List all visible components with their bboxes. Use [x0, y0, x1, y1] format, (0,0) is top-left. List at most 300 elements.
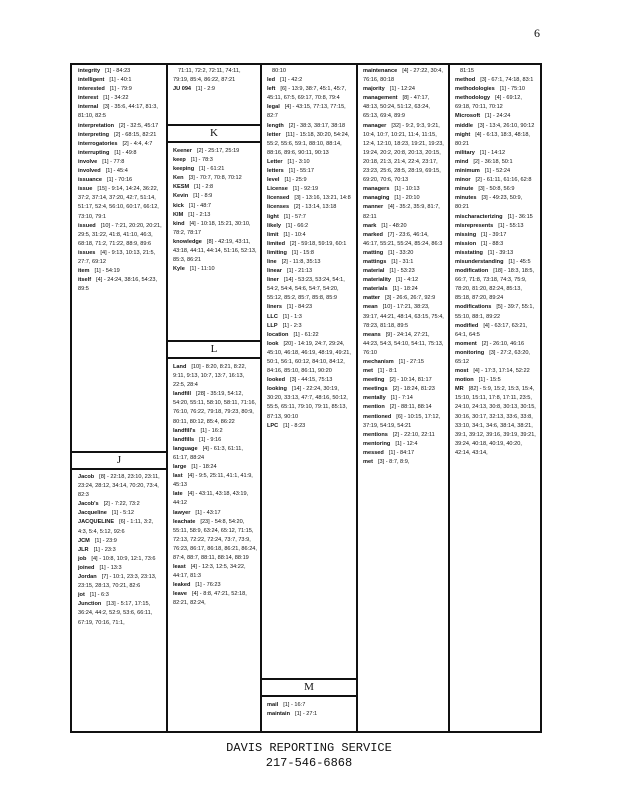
index-block [449, 65, 540, 731]
page-line-references: - 77:8 [110, 158, 125, 165]
page-line-references: - 9:14, 14:24, 36:22, 37:2, 37:14, 37:20, 42:7, 51:14, 51:17, 52:4, 56:10, 60:17, 66:12, 73:10, 79:1 [78, 186, 159, 220]
page-line-references: - 54:19 [102, 268, 120, 275]
index-entry [455, 85, 536, 94]
occurrence-count: [1] [105, 68, 112, 74]
index-entry [267, 701, 353, 710]
index-entry [455, 149, 536, 158]
occurrence-count: [1] [106, 177, 114, 184]
page-line-references: - 10:14, 81:17 [397, 377, 432, 384]
index-term: minute [455, 186, 474, 193]
occurrence-count: [1] [286, 304, 294, 311]
page-line-references: - 53:23, 53:24, 54:1, 54:2, 54:4, 54:6, 54:7, 54:20, 55:12, 85:2, 85:7, 85:8, 85:9 [267, 277, 345, 302]
index-entry [78, 149, 162, 158]
index-term: misunderstanding [455, 258, 504, 265]
index-entry [363, 67, 445, 85]
occurrence-count: [1] [200, 427, 207, 434]
occurrence-count: [1] [89, 592, 97, 599]
index-entry [267, 131, 353, 158]
index-term: mentally [363, 395, 386, 402]
index-entry [173, 183, 257, 192]
index-term: misstating [455, 249, 483, 256]
occurrence-count: [1] [479, 149, 487, 156]
occurrence-count: [4] [495, 95, 502, 102]
occurrence-count: [15] [97, 186, 107, 193]
index-term: Land [173, 364, 187, 370]
page-line-references: - 12:3, 12:5, 34:22, 44:17, 81:3 [173, 564, 246, 580]
index-entry [455, 322, 536, 340]
index-term: minutes [455, 195, 477, 202]
occurrence-count: [1] [188, 211, 195, 218]
index-term: JLR [78, 546, 89, 553]
index-term: meeting [363, 377, 385, 384]
page-line-references: - 4:12 [403, 277, 419, 284]
index-entry [455, 76, 536, 85]
index-entry [267, 313, 353, 322]
index-entry [455, 303, 536, 321]
occurrence-count: [1] [389, 268, 396, 275]
index-term: Kyle [173, 266, 185, 273]
index-entry [267, 194, 353, 203]
index-term: last [173, 473, 183, 480]
occurrence-count: [2] [103, 501, 110, 508]
index-term: means [363, 331, 381, 338]
page-line-references: - 35:6, 44:17, 81:3, 81:10, 82:5 [78, 104, 158, 120]
index-entry [173, 192, 257, 201]
occurrence-count: [28] [196, 391, 206, 398]
index-term: interested [78, 86, 105, 93]
index-entry [267, 222, 353, 231]
index-term: methodologies [455, 86, 495, 93]
occurrence-count: [13] [106, 601, 116, 608]
index-entry [363, 431, 445, 440]
index-term: intelligent [78, 77, 105, 84]
occurrence-count: [1] [94, 537, 102, 544]
index-term: mentoring [363, 440, 391, 447]
occurrence-count: [1] [484, 168, 492, 175]
index-entry [267, 185, 353, 194]
index-entry [267, 203, 353, 212]
index-entry [455, 222, 536, 231]
occurrence-count: [1] [507, 213, 514, 220]
index-entry [78, 509, 162, 518]
index-entry [363, 122, 445, 186]
index-entry [363, 294, 445, 303]
occurrence-count: [1] [282, 322, 289, 329]
occurrence-count: [4] [100, 249, 107, 256]
index-term: MR [455, 386, 464, 393]
page-line-references: - 13:14, 13:18 [301, 204, 337, 211]
page-line-references: - 12:4 [403, 440, 418, 447]
page-line-references: - 8:20, 8:21, 8:22, 9:11, 9:13, 10:7, 13:7, 16:13, 22:5, 28:4 [173, 364, 247, 389]
index-frame [70, 63, 542, 733]
page-line-references: - 16:7 [291, 702, 306, 708]
index-entry [267, 76, 353, 85]
page-line-references: - 10:4 [291, 231, 306, 238]
index-term: maintain [267, 711, 291, 718]
index-entry [363, 285, 445, 294]
occurrence-count: [1] [291, 249, 299, 256]
page-line-references: - 23:6, 46:14, 46:17, 55:21, 55:24, 85:24, 86:3 [363, 231, 443, 247]
index-term: Microsoft [455, 113, 481, 120]
index-entry [363, 203, 445, 221]
index-entry [78, 555, 162, 564]
index-entry [455, 176, 536, 185]
occurrence-count: [1] [99, 564, 106, 571]
index-entry [363, 303, 445, 330]
index-term: messed [363, 449, 384, 456]
index-entry [363, 385, 445, 394]
occurrence-count: [3] [489, 349, 496, 356]
occurrence-count: [1] [195, 582, 202, 589]
index-term: matter [363, 295, 381, 302]
index-term: might [455, 131, 471, 138]
index-term: issue [78, 186, 93, 193]
index-term: interrogatories [78, 140, 118, 147]
index-block [167, 65, 261, 124]
section-header-m: M [261, 678, 357, 697]
page-line-references: - 50:8, 56:9 [486, 186, 515, 193]
index-entry [267, 385, 353, 421]
page-line-references: - 6:13, 18:3, 48:18, 80:21 [455, 131, 530, 147]
index-entry [78, 518, 162, 536]
index-term: legal [267, 104, 280, 111]
index-term: Letter [267, 158, 283, 165]
index-term: language [173, 445, 198, 452]
page-line-references: - 48:20 [389, 222, 407, 229]
index-term: interpretation [78, 122, 115, 129]
index-term: least [173, 564, 186, 571]
index-term: mischaracterizing [455, 213, 503, 220]
occurrence-count: [1] [102, 158, 109, 165]
occurrence-count: [1] [478, 377, 485, 384]
index-term: modification [455, 268, 489, 275]
index-term: modifications [455, 304, 492, 311]
index-term: mind [455, 158, 469, 165]
index-term: letter [267, 131, 281, 138]
page-line-references: - 55:13 [506, 222, 524, 229]
page-line-references: - 13:16, 13:21, 14:8 [302, 195, 351, 202]
occurrence-count: [3] [377, 459, 385, 466]
page-line-references: - 38:3, 38:17, 38:18 [296, 122, 346, 129]
occurrence-count: [14] [283, 277, 294, 284]
page-line-references: - 49:8 [122, 149, 137, 156]
index-block [261, 699, 357, 731]
occurrence-count: [1] [394, 186, 401, 193]
page-line-references: - 84:23 [112, 68, 131, 74]
page-line-references: - 42:19, 43:11, 43:18, 44:11, 44:14, 51:16, 52:13, 85:3, 86:21 [173, 238, 257, 264]
index-entry [78, 591, 162, 600]
index-term: Junction [78, 601, 102, 608]
index-term: linear [267, 268, 282, 275]
index-entry [78, 85, 162, 94]
index-entry [173, 156, 257, 165]
occurrence-count: [6] [396, 413, 403, 420]
index-entry [363, 403, 445, 412]
index-term: internal [78, 104, 99, 111]
occurrence-count: [4] [187, 491, 194, 498]
index-term: method [455, 77, 476, 84]
occurrence-count: [1] [487, 249, 495, 256]
occurrence-count: [2] [196, 148, 204, 154]
page-line-references: - 27:22, 30:4, 76:16, 80:18 [363, 68, 443, 84]
occurrence-count: [1] [114, 149, 121, 156]
page-line-references: - 22:18, 23:10, 23:11, 23:24, 28:12, 34:14, 70:20, 73:4, 82:3 [78, 474, 160, 499]
index-block [72, 471, 166, 731]
occurrence-count: [4] [192, 591, 199, 598]
index-term: minimum [455, 168, 480, 175]
occurrence-count: [1] [199, 166, 206, 173]
page-line-references: - 15:18, 30:20, 54:24, 55:2, 55:6, 59:1, 88:10, 88:14, 88:16, 89:6, 90:11, 90:13 [267, 131, 350, 156]
index-term: misrepresents [455, 222, 494, 229]
index-term: mechanism [363, 359, 394, 365]
occurrence-count: [1] [111, 510, 119, 517]
index-block [167, 145, 261, 340]
index-term: length [267, 122, 284, 129]
index-term: Jacqueline [78, 510, 107, 517]
index-entry [173, 238, 257, 265]
index-entry [455, 213, 536, 222]
page-line-references: - 5:17, 17:15, 36:24, 44:2, 52:9, 53:6, 66:11, 67:19, 70:16, 71:1, [78, 601, 153, 626]
index-entry [267, 231, 353, 240]
page-line-references: - 18:24 [400, 286, 418, 293]
page-line-references: - 1:3 [290, 313, 302, 320]
index-entry [455, 258, 536, 267]
section-header-l: L [167, 340, 261, 359]
occurrence-count: [18] [493, 268, 503, 275]
index-term: location [267, 331, 289, 338]
index-entry [267, 85, 353, 103]
page-line-references: - 25:17, 25:19 [204, 148, 240, 154]
page-line-references: - 8:9 [201, 193, 213, 200]
index-term: led [267, 77, 276, 84]
occurrence-count: [1] [105, 168, 112, 175]
page-line-references: - 7:14 [398, 395, 413, 402]
page-line-references: 80:10 [272, 68, 286, 74]
page-line-references: - 88:3 [488, 240, 504, 247]
index-entry [363, 458, 445, 467]
page-line-references: - 2:3 [290, 322, 302, 329]
index-entry [173, 165, 257, 174]
index-term: mentioned [363, 413, 392, 420]
occurrence-count: [2] [114, 131, 121, 138]
index-entry [363, 85, 445, 94]
index-term: keeping [173, 166, 195, 173]
index-entry [173, 427, 257, 436]
occurrence-count: [2] [389, 404, 396, 411]
page-line-references: - 61:3, 61:11, 61:17, 88:24 [173, 445, 243, 461]
page-line-references: - 10:18, 15:21, 30:10, 78:2, 78:17 [173, 220, 251, 236]
page-line-references: - 92:19 [300, 186, 319, 193]
occurrence-count: [1] [195, 509, 202, 516]
page-line-references: - 63:17, 63:21, 64:1, 64:5 [455, 322, 528, 338]
index-entry [455, 67, 536, 76]
index-entry [455, 340, 536, 349]
page-line-references: - 10:15, 17:12, 37:19, 54:19, 54:21 [363, 413, 441, 429]
index-term: looked [267, 377, 286, 384]
page-line-references: - 27:1 [302, 711, 318, 718]
index-entry [78, 140, 162, 149]
index-entry [455, 194, 536, 212]
index-term: JCM [78, 537, 90, 544]
index-entry [173, 563, 257, 581]
index-entry [455, 158, 536, 167]
index-term: modified [455, 322, 479, 329]
index-term: integrity [78, 68, 101, 74]
occurrence-count: [1] [109, 77, 116, 84]
page-line-references: - 33:20 [396, 249, 414, 256]
index-entry [173, 472, 257, 490]
page-line-references: - 88:11, 88:14 [397, 404, 432, 411]
footer-phone: 217-546-6868 [265, 756, 353, 770]
page-line-references: - 39:7, 55:1, 55:10, 88:1, 89:22 [455, 304, 535, 320]
occurrence-count: [2] [281, 258, 288, 265]
page-line-references: - 24:14, 27:21, 44:23, 54:3, 54:10, 54:11, 75:13, 76:10 [363, 331, 444, 356]
occurrence-count: [3] [294, 195, 301, 202]
page-line-references: - 36:15 [515, 213, 533, 220]
occurrence-count: [6] [119, 519, 126, 526]
index-block [261, 65, 357, 678]
page-line-references: - 44:15, 75:13 [297, 377, 333, 384]
page-line-references: - 7:22, 73:2 [111, 501, 140, 508]
occurrence-count: [1] [481, 240, 488, 247]
index-term: Kevin [173, 193, 189, 200]
index-entry [267, 258, 353, 267]
index-entry [173, 436, 257, 445]
page-line-references: - 57:7 [291, 213, 306, 220]
section-header-j: J [72, 451, 166, 470]
occurrence-count: [11] [285, 131, 295, 138]
page-line-references: - 10:1, 23:3, 23:13, 23:15, 28:13, 70:21, 82:6 [78, 574, 157, 590]
occurrence-count: [20] [283, 340, 293, 347]
occurrence-count: [4] [402, 68, 409, 74]
index-entry [267, 340, 353, 376]
index-entry [363, 258, 445, 267]
occurrence-count: [7] [101, 574, 108, 581]
index-term: knowledge [173, 238, 202, 245]
occurrence-count: [3] [103, 104, 110, 111]
index-entry [173, 174, 257, 183]
occurrence-count: [1] [280, 77, 287, 84]
page-line-references: - 1:11, 3:2, 4:3, 5:4, 5:12, 92:6 [78, 519, 154, 535]
index-term: landfill [173, 391, 192, 398]
page-line-references: - 9:13, 10:13, 21:5, 27:7, 69:12 [78, 249, 156, 265]
index-term: kind [173, 220, 185, 227]
page-line-references: - 18:3, 18:5, 66:7, 71:8, 73:18, 74:3, 75:9, 78:20, 81:20, 82:24, 85:13, 85:18, 87:20, 89:24 [455, 268, 535, 302]
occurrence-count: [3] [481, 195, 488, 202]
occurrence-count: [1] [284, 177, 291, 184]
index-entry [363, 376, 445, 385]
index-entry [267, 67, 353, 76]
page-line-references: - 76:23 [203, 582, 221, 589]
index-entry [78, 276, 162, 294]
page-line-references: - 8:7, 8:9, [385, 459, 410, 466]
index-term: motion [455, 377, 474, 384]
occurrence-count: [1] [188, 202, 196, 209]
index-entry [455, 267, 536, 303]
index-term: managers [363, 186, 390, 193]
page-line-references: - 78:3 [198, 157, 213, 164]
page-line-references: - 2:9 [203, 86, 216, 93]
index-term: met [363, 459, 373, 466]
index-entry [455, 249, 536, 258]
occurrence-count: [1] [395, 440, 402, 447]
occurrence-count: [2] [290, 240, 297, 247]
index-term: matting [363, 249, 384, 256]
index-term: KESM [173, 184, 190, 191]
occurrence-count: [2] [392, 431, 400, 438]
index-term: liner [267, 277, 279, 284]
page-line-references: - 75:10 [507, 86, 525, 93]
occurrence-count: [2] [389, 377, 396, 384]
occurrence-count: [4] [473, 368, 480, 375]
index-term: jot [78, 592, 85, 599]
occurrence-count: [1] [293, 331, 300, 338]
page-line-references: - 61:11, 61:16, 62:8 [483, 177, 532, 184]
index-term: licensed [267, 195, 290, 202]
page-line-references: - 9:5, 25:11, 41:1, 41:9, 45:13 [173, 473, 253, 489]
occurrence-count: [2] [294, 204, 301, 211]
page-line-references: - 24:24, 38:16, 54:23, 89:5 [78, 277, 158, 293]
page-line-references: - 23:3 [101, 546, 116, 553]
page-line-references: - 34:22 [111, 95, 129, 102]
index-entry [267, 249, 353, 258]
occurrence-count: [1] [388, 449, 396, 456]
page-line-references: - 39:13 [495, 249, 514, 256]
index-term: meetings [363, 386, 388, 393]
occurrence-count: [1] [196, 86, 203, 93]
index-term: manner [363, 204, 384, 211]
occurrence-count: [1] [287, 158, 294, 165]
index-entry [455, 122, 536, 131]
index-term: mail [267, 702, 279, 708]
occurrence-count: [4] [475, 131, 482, 138]
occurrence-count: [4] [189, 220, 196, 227]
occurrence-count: [4] [483, 322, 490, 329]
index-entry [363, 231, 445, 249]
index-term: military [455, 149, 475, 156]
page-line-references: - 69:12, 69:18, 70:11, 70:12 [455, 95, 522, 111]
index-entry [173, 265, 257, 274]
index-term: LLC [267, 313, 278, 320]
index-term: limit [267, 231, 279, 238]
index-entry [173, 67, 257, 85]
index-entry [267, 158, 353, 167]
page-line-references: - 8:23 [290, 422, 306, 429]
index-column-3 [261, 65, 357, 731]
occurrence-count: [32] [391, 122, 401, 129]
index-entry [455, 385, 536, 458]
page-line-references: - 40:1 [117, 77, 132, 84]
index-term: issuance [78, 177, 102, 184]
index-entry [363, 194, 445, 203]
index-term: mission [455, 240, 477, 247]
page-line-references: - 15:8 [299, 249, 314, 256]
index-term: majority [363, 86, 385, 93]
index-entry [78, 176, 162, 185]
index-entry [267, 322, 353, 331]
page-line-references: - 2:13 [196, 211, 211, 218]
occurrence-count: [3] [478, 186, 485, 193]
index-entry [173, 518, 257, 563]
page-line-references: - 14:19, 24:7, 29:24, 45:10, 46:18, 46:19, 48:19, 49:21, 50:1, 56:1, 60:12, 84:10, 84:12, 84:16, 85:10, 86:11, 90:20 [267, 340, 351, 375]
page-line-references: 81:15 [460, 68, 474, 74]
index-term: JACQUELINE [78, 519, 115, 526]
occurrence-count: [1] [485, 113, 492, 120]
index-entry [78, 222, 162, 249]
index-term: look [267, 340, 279, 347]
occurrence-count: [1] [286, 222, 293, 229]
index-term: job [78, 555, 87, 562]
